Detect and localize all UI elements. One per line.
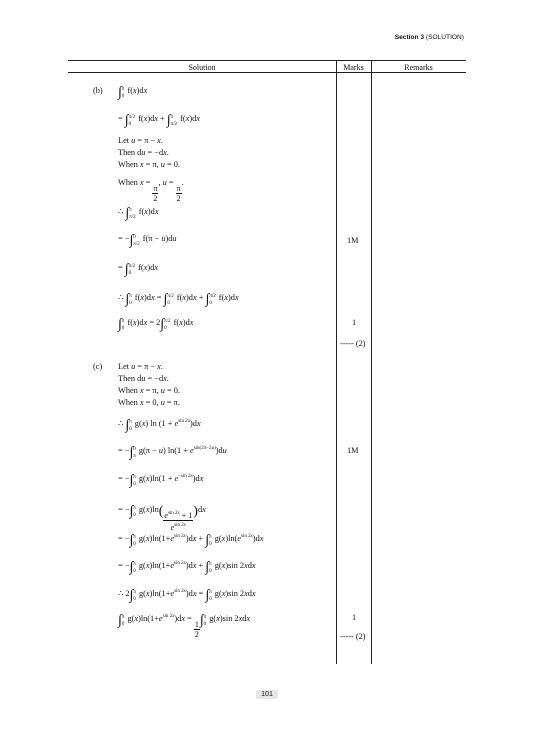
part-b-line-2: = ∫ π/2 0 f(x)dx + ∫ π π/2 f(x)dx xyxy=(118,113,200,128)
part-b-line-10: ∴ ∫ π 0 f(x)dx = ∫ π/2 0 f(x)dx + ∫ π/2 0 f(x)dx xyxy=(118,292,239,307)
solution-column-header: Solution xyxy=(188,63,216,72)
part-c-line-9: = −∫ π 0 $g(x)\ln(1+e^{sin 2x})dx$ + ∫ π 0 $g(x)\ln(e^{sin 2x})dx$ xyxy=(118,533,264,548)
part-c-line-8: = −∫ π 0 g(x)ln( $\frac{e^{sin 2x} + 1}{e^{sin 2x}}$ )dx xyxy=(118,504,206,532)
part-c-line-11: ∴ 2∫ π 0 $g(x)\ln(1+e^{sin 2x})dx$ = ∫ π 0 g(x)sin 2xdx xyxy=(118,588,256,603)
part-c-mark-total: ----- (2) xyxy=(340,632,366,641)
part-b-line-6: When x = $\frac{\pi}{2}$ , u = $\frac{\pi}{2}$ . xyxy=(118,178,184,203)
part-b-line-1: ∫ π 0 f(x)dx xyxy=(118,85,148,100)
part-c-mark-answer: 1 xyxy=(352,613,357,622)
part-b-line-11: ∫ π 0 f(x)dx = 2∫ π/2 0 f(x)dx xyxy=(118,317,194,332)
part-b-label: (b) xyxy=(93,86,103,95)
remarks-column-header: Remarks xyxy=(404,63,433,72)
section-subtitle: (SOLUTION) xyxy=(425,34,464,41)
section-title: Section 3 xyxy=(394,34,425,41)
part-c-line-1: Let u = π − x. xyxy=(118,362,163,371)
part-b-mark-answer: 1 xyxy=(352,318,357,327)
part-b-line-5: When x = π, u = 0. xyxy=(118,160,180,169)
marks-column-header: Marks xyxy=(343,63,364,72)
table-header-rule xyxy=(68,72,466,73)
part-c-mark-method: 1M xyxy=(347,446,359,455)
part-c-line-2: Then du = −dx. xyxy=(118,374,169,383)
part-c-line-6: = −∫ 0 π g(π − u) $\ln(1 + e^{sin(2\pi-2u)})du$ xyxy=(118,445,227,460)
part-c-line-3: When x = π, u = 0. xyxy=(118,386,180,395)
part-c-line-7: = −∫ π 0 $g(x)\ln(1 + e^{-sin 2x})dx$ xyxy=(118,473,204,488)
part-b-line-4: Then du = −dx. xyxy=(118,148,169,157)
page-number: 101 xyxy=(256,690,278,699)
part-c-line-10: = −∫ π 0 $g(x)\ln(1+e^{sin 2x})dx$ + ∫ π 0 g(x)sin 2xdx xyxy=(118,560,256,575)
marks-left-rule xyxy=(336,60,337,664)
part-b-mark-total: ----- (2) xyxy=(340,339,366,348)
part-b-line-9: = ∫ π/2 0 f(x)dx xyxy=(118,262,158,277)
part-b-mark-method: 1M xyxy=(347,236,359,245)
part-c-label: (c) xyxy=(93,362,103,371)
part-c-line-4: When x = 0, u = π. xyxy=(118,398,180,407)
part-b-line-3: Let u = π − x. xyxy=(118,136,163,145)
part-b-line-7: ∴ ∫ π π/2 f(x)dx xyxy=(118,206,159,221)
marks-right-rule xyxy=(371,60,372,664)
part-b-line-8: = −∫ 0 π/2 f(π − u)du xyxy=(118,233,177,248)
table-top-rule xyxy=(68,60,466,61)
section-header xyxy=(395,34,464,41)
part-c-line-5: ∴ ∫ π 0 g(x) $\ln (1 + e^{sin 2x})dx$ xyxy=(118,418,201,433)
part-c-line-12: ∫ π 0 $g(x)\ln(1+e^{sin 2x})dx$ = $\frac{1}{2}$ ∫ π 0 g(x)sin 2xdx xyxy=(118,613,251,639)
